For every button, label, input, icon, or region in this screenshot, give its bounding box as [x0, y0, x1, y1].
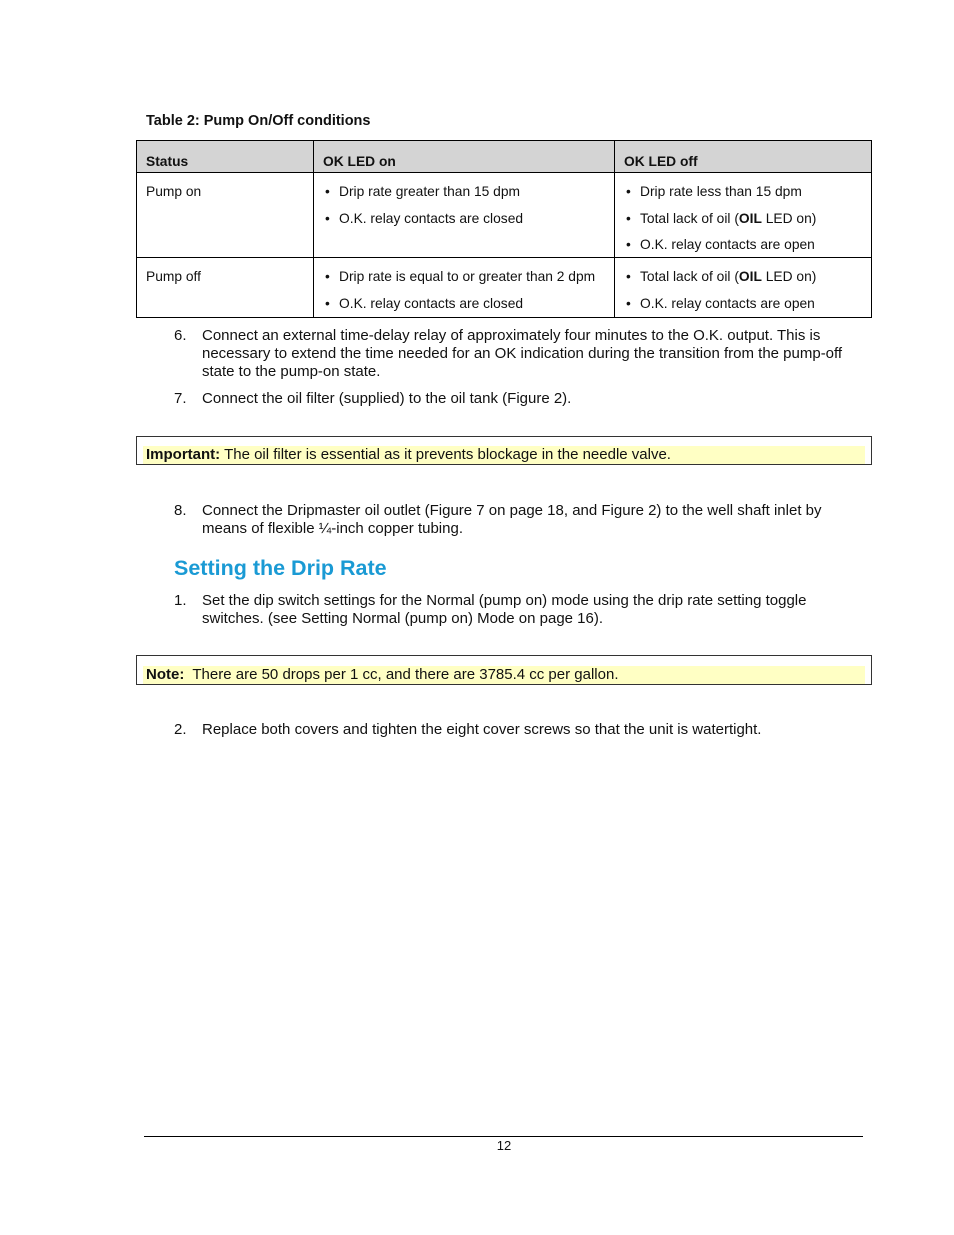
status-cell: Pump off: [137, 258, 314, 318]
table-row: [137, 258, 872, 318]
important-label: Important:: [146, 446, 221, 463]
bullet-item: • Drip rate less than 15 dpm: [624, 184, 862, 200]
footer-divider: [144, 1136, 863, 1137]
bullet-item: • O.K. relay contacts are open: [624, 296, 862, 312]
bullet-item: • Drip rate is equal to or greater than 2 dpm: [323, 269, 605, 285]
bullet-item: • Total lack of oil (OIL LED on): [624, 269, 862, 285]
bullet-item: • O.K. relay contacts are closed: [323, 211, 605, 227]
note-text: There are 50 drops per 1 cc, and there are 3785.4 cc per gallon.: [184, 666, 619, 683]
header-ok-led-off: OK LED off: [615, 141, 872, 173]
table-row: [137, 173, 872, 258]
list-item: 8. Connect the Dripmaster oil outlet (Figure 7 on page 18, and Figure 2) to the well shaft inlet by means of flexible ¼-inch copper tubing.: [174, 502, 822, 537]
table-caption: Table 2: Pump On/Off conditions: [146, 113, 371, 129]
ok-on-cell: [314, 173, 615, 258]
header-status: Status: [137, 141, 314, 173]
bullet-item: • Drip rate greater than 15 dpm: [323, 184, 605, 200]
list-item: 2. Replace both covers and tighten the eight cover screws so that the unit is watertight.: [174, 721, 762, 738]
note-label: Note:: [146, 666, 185, 683]
bullet-item: • O.K. relay contacts are open: [624, 237, 862, 253]
bullet-item: • O.K. relay contacts are closed: [323, 296, 605, 312]
status-cell: Pump on: [137, 173, 314, 258]
ok-off-cell: [615, 258, 872, 318]
page-number: 12: [496, 1138, 512, 1153]
table-header-row: [137, 141, 872, 173]
important-text: The oil filter is essential as it prevents blockage in the needle valve.: [220, 446, 671, 463]
header-ok-led-on: OK LED on: [314, 141, 615, 173]
ok-on-cell: [314, 258, 615, 318]
list-item: 1. Set the dip switch settings for the Normal (pump on) mode using the drip rate setting toggle switches. (see Setting Normal (pump on) Mode on page 16).: [174, 592, 807, 627]
important-callout: [136, 436, 872, 465]
pump-conditions-table: [136, 140, 872, 318]
section-heading: Setting the Drip Rate: [174, 556, 387, 580]
note-callout: [136, 655, 872, 685]
list-item: 6. Connect an external time-delay relay of approximately four minutes to the O.K. output. This is necessary to extend the time needed for an OK indication during the transition from the pump-off state to the pump-on state.: [174, 327, 843, 380]
list-item: 7. Connect the oil filter (supplied) to the oil tank (Figure 2).: [174, 390, 572, 407]
ok-off-cell: [615, 173, 872, 258]
bullet-item: • Total lack of oil (OIL LED on): [624, 211, 862, 227]
